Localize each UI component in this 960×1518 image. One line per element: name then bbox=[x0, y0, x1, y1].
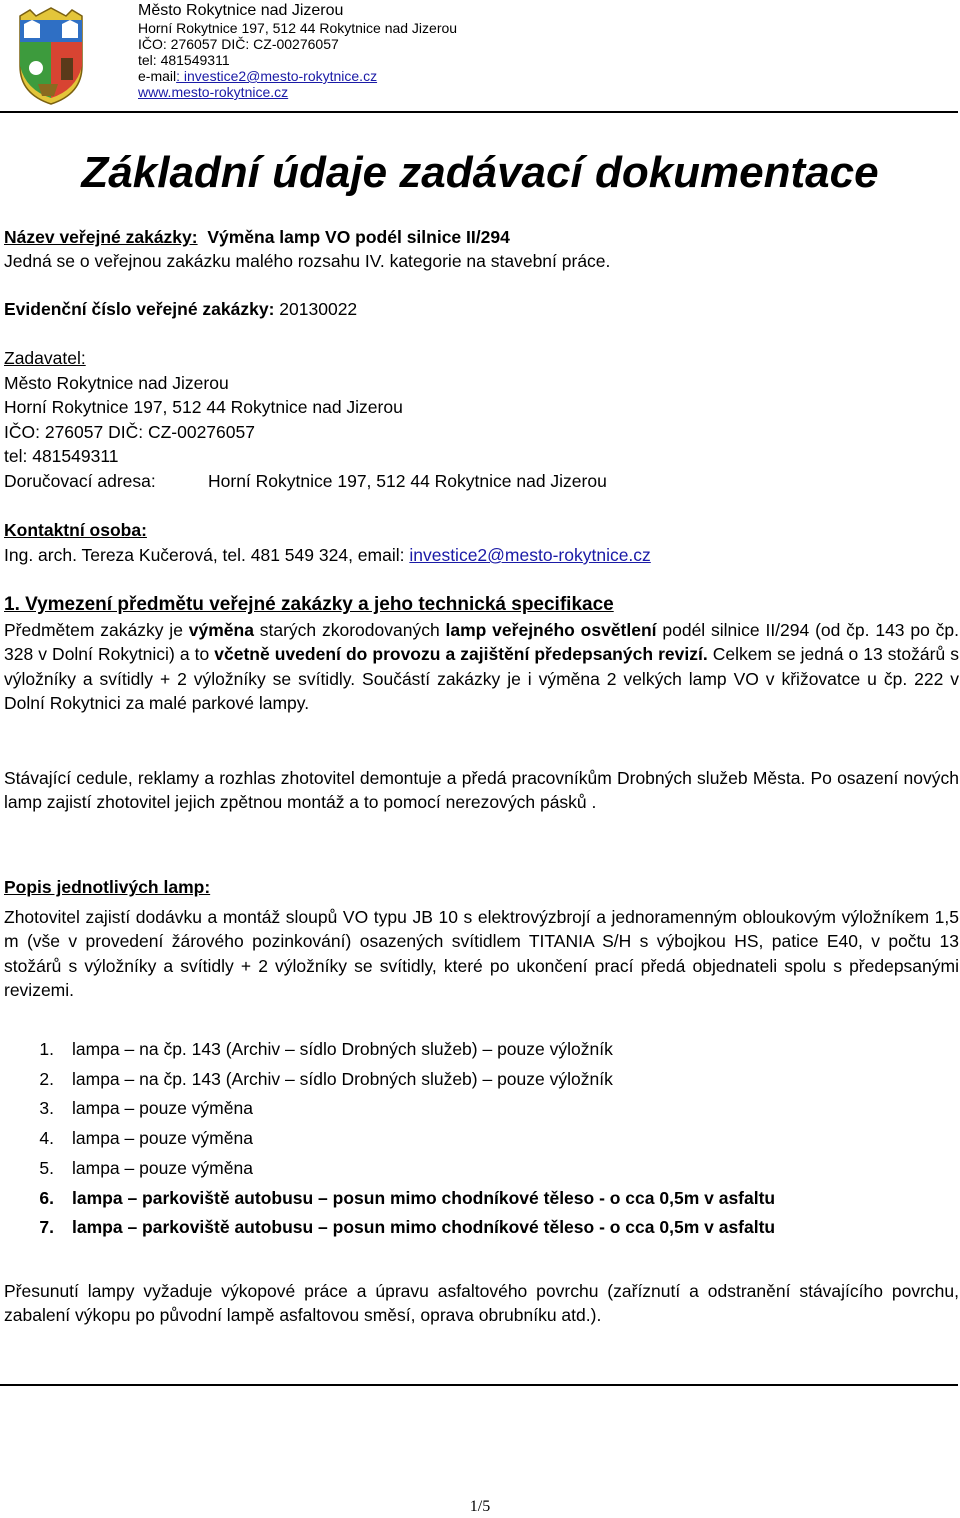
lamp-list-number: 6. bbox=[39, 1187, 54, 1208]
lamp-list-item: lampa – pouze výměna bbox=[72, 1128, 253, 1149]
contact-person-line bbox=[4, 543, 651, 567]
contact-email-link[interactable]: investice2@mesto-rokytnice.cz bbox=[409, 545, 651, 565]
letterhead-name: Město Rokytnice nad Jizerou bbox=[138, 2, 344, 19]
section-1-paragraph-relocation: Přesunutí lampy vyžaduje výkopové práce a úpravu asfaltového povrchu (zaříznutí a odstranění stávajícího povrchu, zabalení výkopu po původní lampě asfaltovou směsí, oprava obrubníku atd.). bbox=[4, 1281, 959, 1326]
contract-name-value: Výměna lamp VO podél silnice II/294 bbox=[207, 227, 510, 247]
letterhead-address: Horní Rokytnice 197, 512 44 Rokytnice nad Jizerou bbox=[138, 20, 458, 36]
page-number: 1/5 bbox=[469, 1498, 491, 1515]
letterhead-email-prefix: e-mail bbox=[138, 68, 177, 84]
document-title: Základní údaje zadávací dokumentace bbox=[81, 148, 879, 197]
lamp-list-item: lampa – parkoviště autobusu – posun mimo chodníkové těleso - o cca 0,5m v asfaltu bbox=[72, 1187, 776, 1208]
subject-text-run: výměna bbox=[188, 620, 254, 640]
contact-person-text: Ing. arch. Tereza Kučerová, tel. 481 549 324, email: bbox=[4, 545, 410, 565]
contact-person-label: Kontaktní osoba: bbox=[4, 520, 147, 540]
letterhead-phone: tel: 481549311 bbox=[138, 52, 230, 68]
delivery-address-label: Doručovací adresa: bbox=[4, 471, 156, 491]
lamps-description-heading: Popis jednotlivých lamp: bbox=[4, 877, 211, 897]
lamp-list-item: lampa – parkoviště autobusu – posun mimo chodníkové těleso - o cca 0,5m v asfaltu bbox=[72, 1217, 776, 1238]
evidence-number-label: Evidenční číslo veřejné zakázky: bbox=[4, 299, 275, 319]
lamp-list-item: lampa – pouze výměna bbox=[72, 1157, 253, 1178]
subject-text-run: lamp veřejného osvětlení bbox=[445, 620, 657, 640]
contracting-authority-name: Město Rokytnice nad Jizerou bbox=[4, 373, 229, 393]
contracting-authority-phone: tel: 481549311 bbox=[4, 446, 119, 466]
lamp-list-item: lampa – pouze výměna bbox=[72, 1098, 253, 1119]
section-1-paragraph-signs: Stávající cedule, reklamy a rozhlas zhotovitel demontuje a předá pracovníkům Drobných služeb Města. Po osazení nových lamp zajistí zhotovitel jejich zpětnou montáž a to pomocí nerezových pásků . bbox=[4, 768, 959, 813]
subject-text-run: starých zkorodovaných bbox=[253, 620, 446, 640]
contracting-authority-label: Zadavatel: bbox=[4, 348, 86, 368]
section-1-heading: 1. Vymezení předmětu veřejné zakázky a jeho technická specifikace bbox=[4, 594, 614, 615]
contract-name-label: Název veřejné zakázky: bbox=[4, 227, 198, 247]
evidence-number-line bbox=[4, 297, 357, 321]
lamp-list-number: 7. bbox=[39, 1217, 54, 1238]
lamp-list-number: 4. bbox=[39, 1128, 54, 1149]
lamp-list-number: 5. bbox=[39, 1157, 54, 1178]
lamp-list-number: 2. bbox=[39, 1068, 54, 1089]
section-1-paragraph-subject bbox=[4, 618, 959, 716]
lamp-list-item: lampa – na čp. 143 (Archiv – sídlo Drobných služeb) – pouze výložník bbox=[72, 1039, 613, 1059]
lamp-list-number: 1. bbox=[39, 1039, 54, 1059]
subject-text-run: Předmětem zakázky je bbox=[4, 620, 189, 640]
lamp-list bbox=[0, 1037, 960, 1237]
subject-text-run: podél silnice II/294 (od čp. 143 po čp. 328 v Dolní Rokytnici) a to bbox=[4, 620, 959, 665]
contract-name-line bbox=[4, 225, 510, 249]
header-divider bbox=[0, 111, 958, 113]
lamp-list-item: lampa – na čp. 143 (Archiv – sídlo Drobných služeb) – pouze výložník bbox=[72, 1068, 613, 1089]
letterhead-email-line bbox=[138, 68, 457, 84]
letterhead bbox=[138, 2, 457, 100]
letterhead-email-link[interactable]: : investice2@mesto-rokytnice.cz bbox=[176, 68, 378, 84]
contract-type-line: Jedná se o veřejnou zakázku malého rozsahu IV. kategorie na stavební práce. bbox=[4, 251, 611, 271]
coat-of-arms-logo bbox=[14, 6, 88, 106]
contracting-authority-ids: IČO: 276057 DIČ: CZ-00276057 bbox=[4, 422, 255, 442]
lamp-list-number: 3. bbox=[39, 1098, 54, 1119]
letterhead-web-link[interactable]: www.mesto-rokytnice.cz bbox=[138, 84, 289, 100]
evidence-number-value: 20130022 bbox=[279, 299, 358, 319]
delivery-address-value: Horní Rokytnice 197, 512 44 Rokytnice nad Jizerou bbox=[208, 471, 607, 491]
subject-text-run: včetně uvedení do provozu a zajištění předepsaných revizí. bbox=[214, 644, 708, 665]
lamps-description-paragraph: Zhotovitel zajistí dodávku a montáž sloupů VO typu JB 10 s elektrovýzbrojí a jednoramenným obloukovým výložníkem 1,5 m (vše v provedení žárového pozinkování) osazených svítidlem TITANIA S/H s výbojkou HS, patice E40, v počtu 13 stožárů s výložníky a svítidly + 2 výložníky se svítidly, které po ukončení prací předá objednateli spolu s předepsanými revizemi. bbox=[4, 907, 959, 1001]
footer-divider bbox=[0, 1384, 958, 1386]
letterhead-ids: IČO: 276057 DIČ: CZ-00276057 bbox=[138, 36, 339, 52]
contracting-authority-address: Horní Rokytnice 197, 512 44 Rokytnice nad Jizerou bbox=[4, 397, 403, 417]
subject-text-run: Celkem se jedná o 13 stožárů s výložníky a svítidly + 2 výložníky se svítidly. Součástí zakázky je i výměna 2 velkých lamp VO v křižovatce u čp. 222 v Dolní Rokytnici za malé parkové lampy. bbox=[4, 644, 960, 714]
